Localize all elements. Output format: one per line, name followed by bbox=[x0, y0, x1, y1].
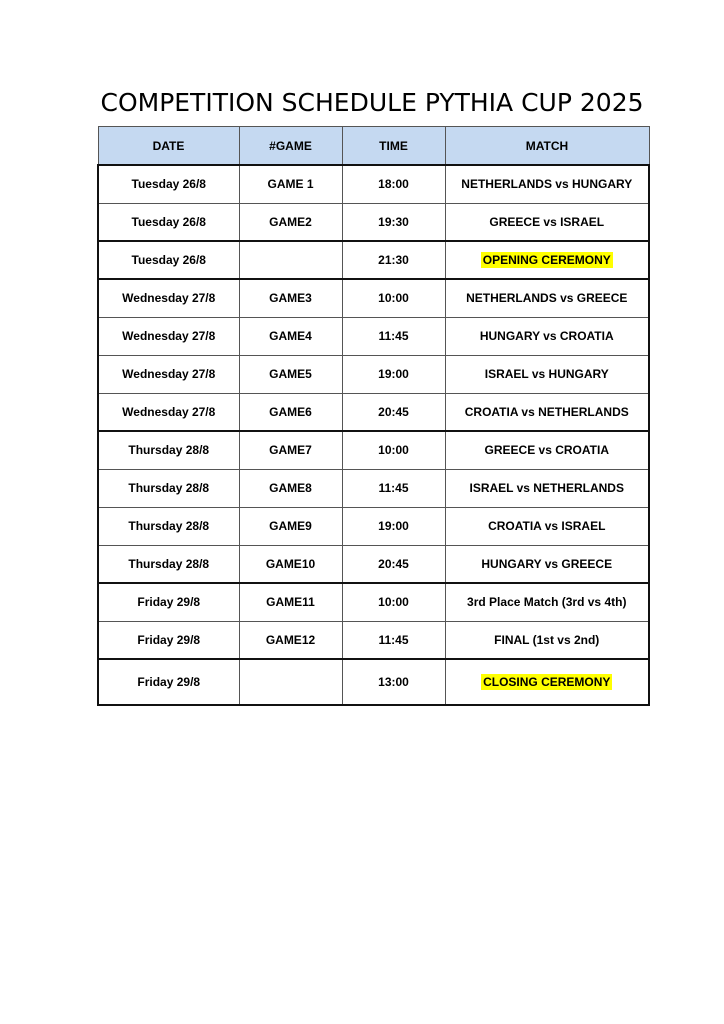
cell-date: Friday 29/8 bbox=[98, 659, 239, 705]
table-row bbox=[98, 393, 649, 431]
cell-match: ISRAEL vs HUNGARY bbox=[445, 355, 649, 393]
cell-time: 20:45 bbox=[342, 393, 445, 431]
header-time: TIME bbox=[342, 127, 445, 166]
cell-game: GAME4 bbox=[239, 317, 342, 355]
cell-game: GAME9 bbox=[239, 507, 342, 545]
cell-game: GAME5 bbox=[239, 355, 342, 393]
cell-time: 10:00 bbox=[342, 431, 445, 469]
table-row bbox=[98, 355, 649, 393]
cell-date: Thursday 28/8 bbox=[98, 431, 239, 469]
cell-date: Wednesday 27/8 bbox=[98, 279, 239, 317]
table-row bbox=[98, 507, 649, 545]
cell-date: Friday 29/8 bbox=[98, 583, 239, 621]
cell-game: GAME6 bbox=[239, 393, 342, 431]
cell-time: 19:30 bbox=[342, 203, 445, 241]
cell-game: GAME11 bbox=[239, 583, 342, 621]
cell-date: Wednesday 27/8 bbox=[98, 393, 239, 431]
cell-time: 10:00 bbox=[342, 279, 445, 317]
table-row bbox=[98, 165, 649, 203]
table-row bbox=[98, 621, 649, 659]
table-row bbox=[98, 203, 649, 241]
cell-time: 10:00 bbox=[342, 583, 445, 621]
cell-date: Thursday 28/8 bbox=[98, 545, 239, 583]
cell-time: 11:45 bbox=[342, 621, 445, 659]
table-body bbox=[98, 165, 649, 705]
cell-time: 19:00 bbox=[342, 507, 445, 545]
table-row bbox=[98, 659, 649, 705]
cell-date: Thursday 28/8 bbox=[98, 469, 239, 507]
cell-match bbox=[445, 659, 649, 705]
cell-time: 19:00 bbox=[342, 355, 445, 393]
highlighted-event-label: CLOSING CEREMONY bbox=[483, 675, 611, 689]
cell-match: HUNGARY vs CROATIA bbox=[445, 317, 649, 355]
cell-game: GAME3 bbox=[239, 279, 342, 317]
cell-game bbox=[239, 241, 342, 279]
cell-time: 21:30 bbox=[342, 241, 445, 279]
cell-game bbox=[239, 659, 342, 705]
cell-game: GAME12 bbox=[239, 621, 342, 659]
cell-date: Wednesday 27/8 bbox=[98, 355, 239, 393]
table-row bbox=[98, 241, 649, 279]
cell-game: GAME7 bbox=[239, 431, 342, 469]
table-row bbox=[98, 317, 649, 355]
cell-time: 20:45 bbox=[342, 545, 445, 583]
cell-time: 13:00 bbox=[342, 659, 445, 705]
header-match: MATCH bbox=[445, 127, 649, 166]
cell-time: 18:00 bbox=[342, 165, 445, 203]
cell-date: Tuesday 26/8 bbox=[98, 165, 239, 203]
cell-match: HUNGARY vs GREECE bbox=[445, 545, 649, 583]
page-title: COMPETITION SCHEDULE PYTHIA CUP 2025 bbox=[100, 88, 644, 117]
cell-match: GREECE vs ISRAEL bbox=[445, 203, 649, 241]
schedule-table bbox=[97, 126, 650, 706]
table-row bbox=[98, 545, 649, 583]
cell-date: Tuesday 26/8 bbox=[98, 241, 239, 279]
header-game: #GAME bbox=[239, 127, 342, 166]
cell-time: 11:45 bbox=[342, 317, 445, 355]
table-row bbox=[98, 279, 649, 317]
cell-date: Wednesday 27/8 bbox=[98, 317, 239, 355]
cell-match: GREECE vs CROATIA bbox=[445, 431, 649, 469]
cell-match: FINAL (1st vs 2nd) bbox=[445, 621, 649, 659]
cell-match: NETHERLANDS vs GREECE bbox=[445, 279, 649, 317]
cell-game: GAME2 bbox=[239, 203, 342, 241]
header-date: DATE bbox=[98, 127, 239, 166]
cell-date: Friday 29/8 bbox=[98, 621, 239, 659]
cell-game: GAME10 bbox=[239, 545, 342, 583]
highlighted-event-label: OPENING CEREMONY bbox=[482, 253, 611, 267]
table-header-row bbox=[98, 127, 649, 166]
cell-match: 3rd Place Match (3rd vs 4th) bbox=[445, 583, 649, 621]
cell-game: GAME8 bbox=[239, 469, 342, 507]
cell-match: CROATIA vs ISRAEL bbox=[445, 507, 649, 545]
table-row bbox=[98, 431, 649, 469]
cell-match: CROATIA vs NETHERLANDS bbox=[445, 393, 649, 431]
cell-game: GAME 1 bbox=[239, 165, 342, 203]
cell-match: ISRAEL vs NETHERLANDS bbox=[445, 469, 649, 507]
table-row bbox=[98, 583, 649, 621]
cell-date: Tuesday 26/8 bbox=[98, 203, 239, 241]
cell-date: Thursday 28/8 bbox=[98, 507, 239, 545]
table-row bbox=[98, 469, 649, 507]
cell-time: 11:45 bbox=[342, 469, 445, 507]
cell-match: NETHERLANDS vs HUNGARY bbox=[445, 165, 649, 203]
cell-match bbox=[445, 241, 649, 279]
